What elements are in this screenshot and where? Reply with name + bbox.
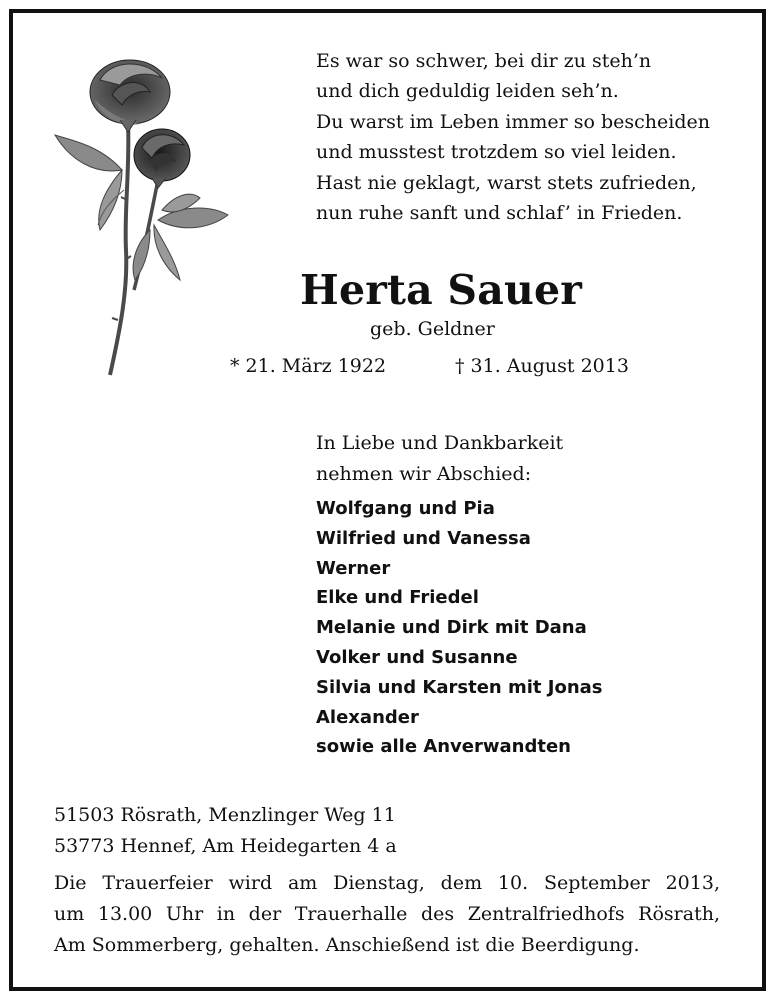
deceased-name: Herta Sauer — [300, 266, 583, 314]
mourner: Silvia und Karsten mit Jonas — [316, 676, 603, 698]
rose-icon — [50, 50, 235, 385]
ceremony-info — [54, 868, 720, 961]
mourner: sowie alle Anverwandten — [316, 736, 571, 758]
mourner: Alexander — [316, 706, 419, 728]
mourner: Wolfgang und Pia — [316, 498, 495, 519]
ceremony-line: Am Sommerberg, gehalten. Anschießend ist die Beerdigung. — [54, 934, 640, 956]
mourner: Melanie und Dirk mit Dana — [316, 617, 587, 639]
address-line: 53773 Hennef, Am Heidegarten 4 a — [54, 835, 397, 857]
address-line: 51503 Rösrath, Menzlinger Weg 11 — [54, 804, 396, 826]
mourner: Wilfried und Vanessa — [316, 527, 531, 549]
ceremony-line: Die Trauerfeier wird am Dienstag, dem 10. September 2013, — [54, 872, 720, 894]
ceremony-line: um 13.00 Uhr in der Trauerhalle des Zentralfriedhofs Rösrath, — [54, 903, 720, 925]
mourner: Volker und Susanne — [316, 646, 518, 668]
poem-line: Es war so schwer, bei dir zu steh’n — [316, 50, 652, 72]
poem-line: Du warst im Leben immer so bescheiden — [316, 110, 710, 133]
poem-line: und musstest trotzdem so viel leiden. — [316, 141, 677, 164]
mourner: Werner — [316, 557, 391, 579]
farewell-line: In Liebe und Dankbarkeit — [316, 432, 564, 454]
farewell-text — [316, 428, 563, 490]
poem — [316, 46, 736, 228]
birth-date: * 21. März 1922 — [230, 355, 387, 377]
mourners-list — [316, 494, 603, 762]
maiden-name: geb. Geldner — [370, 318, 495, 340]
poem-line: nun ruhe sanft und schlaf’ in Frieden. — [316, 202, 683, 225]
life-dates — [230, 355, 650, 385]
mourner: Elke und Friedel — [316, 587, 479, 609]
poem-line: Hast nie geklagt, warst stets zufrieden, — [316, 171, 697, 194]
poem-line: und dich geduldig leiden seh’n. — [316, 80, 619, 103]
addresses — [54, 800, 397, 862]
death-date: † 31. August 2013 — [455, 355, 629, 377]
farewell-line: nehmen wir Abschied: — [316, 463, 532, 485]
